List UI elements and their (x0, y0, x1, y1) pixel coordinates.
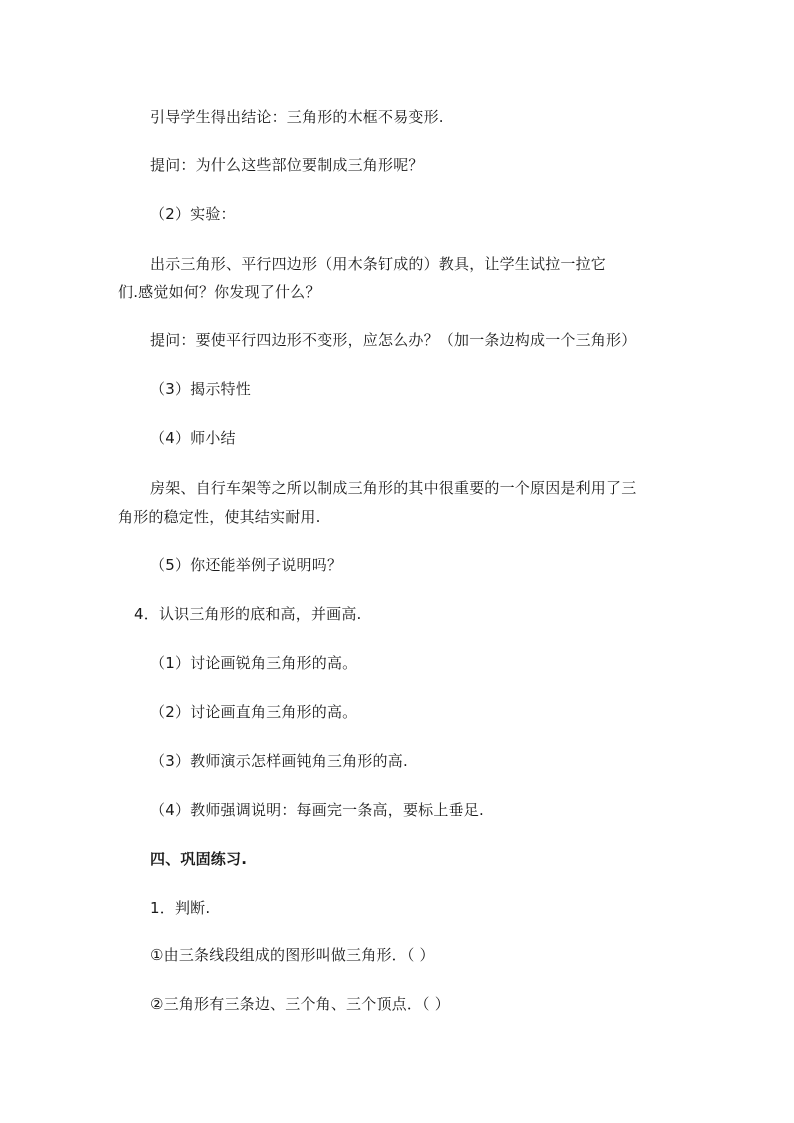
question-item-2: ②三角形有三条边、三个角、三个顶点．（ ） (150, 995, 450, 1013)
paragraph-acute-height: （1）讨论画锐角三角形的高。 (150, 654, 358, 672)
paragraph-question-fix: 提问：要使平行四边形不变形，应怎么办？（加一条边构成一个三角形） (150, 331, 637, 349)
paragraph-demonstration-cont: 们.感觉如何？你发现了什么？ (118, 283, 321, 301)
paragraph-demonstration: 出示三角形、平行四边形（用木条钉成的）教具，让学生试拉一拉它 (150, 255, 607, 273)
paragraph-experiment-heading: （2）实验： (150, 205, 236, 223)
paragraph-right-height: （2）讨论画直角三角形的高。 (150, 703, 358, 721)
paragraph-teacher-summary: （4）师小结 (150, 429, 236, 447)
paragraph-conclusion: 引导学生得出结论：三角形的木框不易变形. (150, 108, 444, 126)
paragraph-examples: （5）你还能举例子说明吗？ (150, 556, 343, 574)
paragraph-question-why: 提问：为什么这些部位要制成三角形呢？ (150, 156, 424, 174)
paragraph-stability: 房架、自行车架等之所以制成三角形的其中很重要的一个原因是利用了三 (150, 479, 637, 497)
paragraph-obtuse-height: （3）教师演示怎样画钝角三角形的高. (150, 752, 408, 770)
paragraph-reveal-property: （3）揭示特性 (150, 380, 251, 398)
paragraph-stability-cont: 角形的稳定性，使其结实耐用. (118, 508, 321, 526)
paragraph-base-height: 4．认识三角形的底和高，并画高. (134, 605, 362, 623)
paragraph-foot-marking: （4）教师强调说明：每画完一条高，要标上垂足. (150, 801, 484, 819)
section-heading-practice: 四、巩固练习. (150, 850, 248, 868)
paragraph-judge: 1．判断. (150, 899, 211, 917)
question-item-1: ①由三条线段组成的图形叫做三角形．（ ） (150, 946, 435, 964)
